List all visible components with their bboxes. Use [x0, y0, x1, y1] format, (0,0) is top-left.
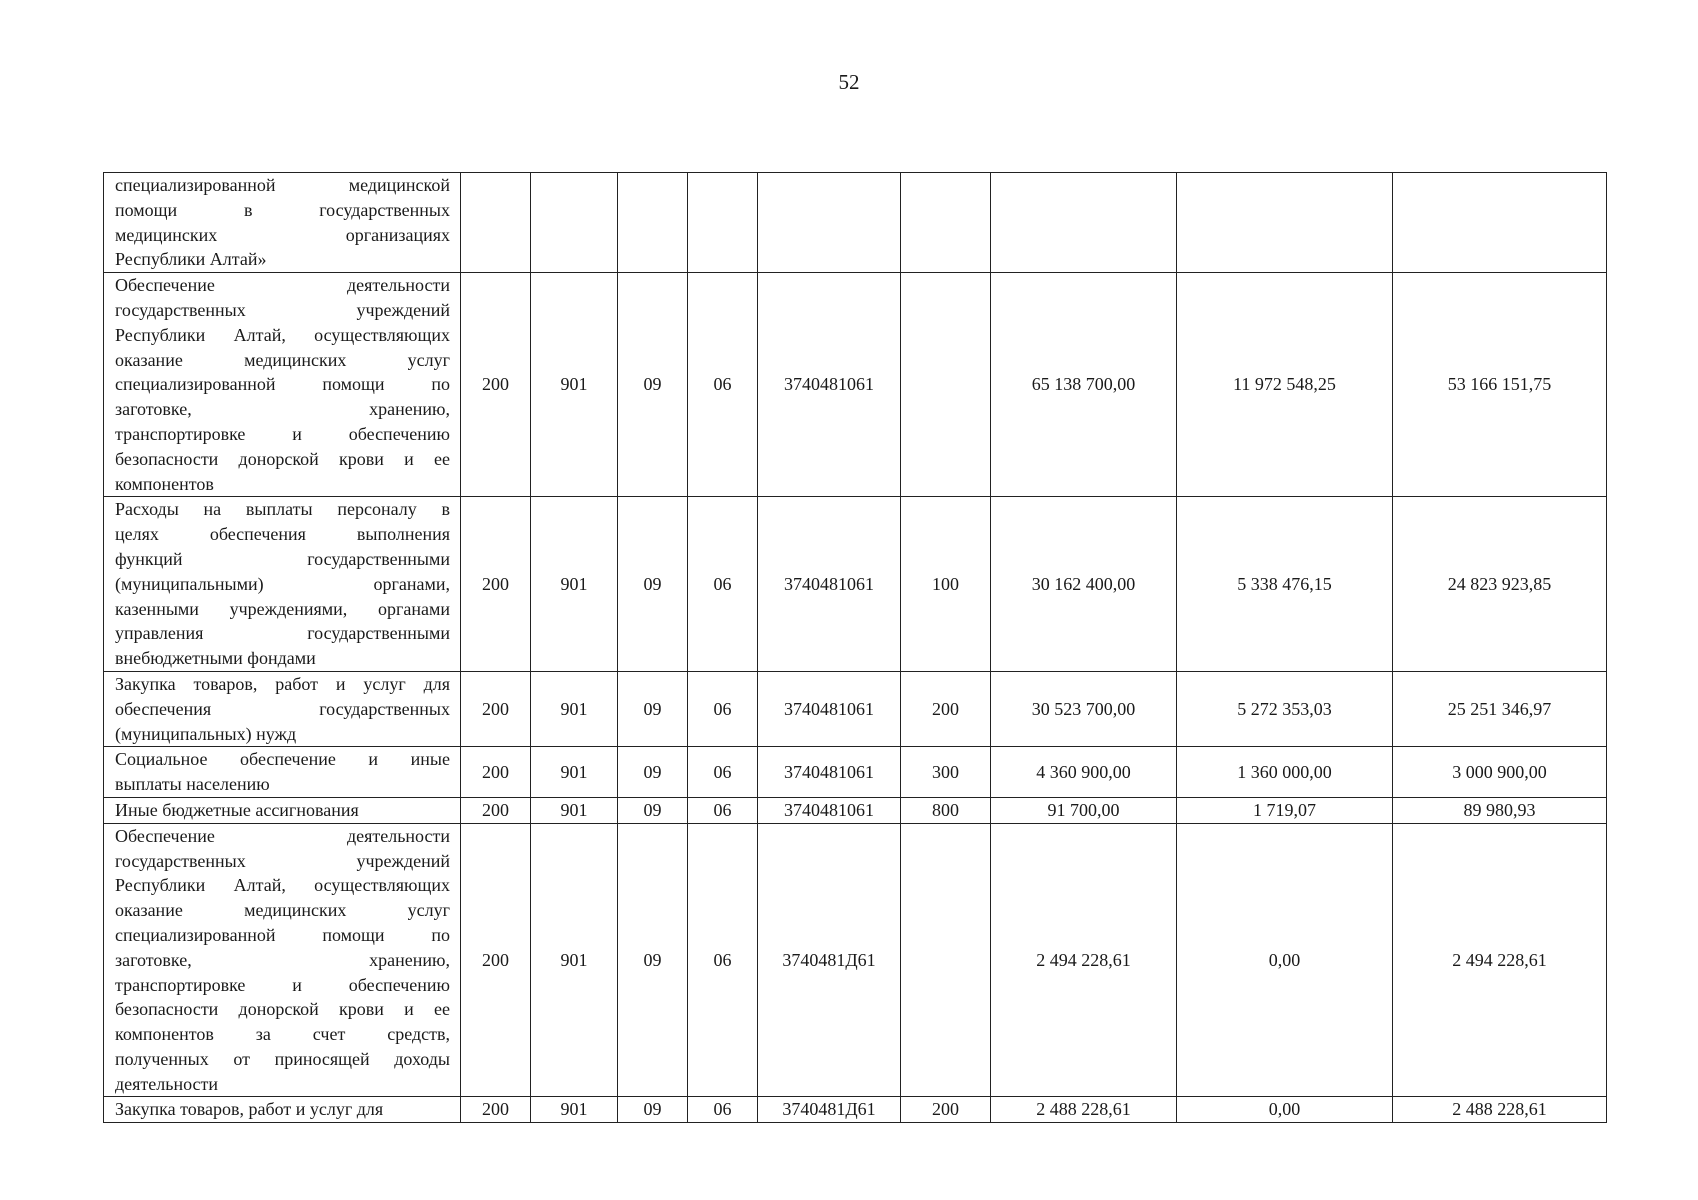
expense-name-line: Республики Алтай»	[115, 249, 267, 270]
executed-amount-cell: 0,00	[1177, 1097, 1393, 1123]
expense-name-line: Закупка товаров, работ и услуг для	[115, 1099, 384, 1120]
subsection-cell: 06	[688, 497, 758, 672]
planned-amount-cell: 2 488 228,61	[991, 1097, 1177, 1123]
expense-name-line: помощи в государственных	[115, 199, 450, 220]
expense-name-line: заготовке, хранению,	[115, 949, 450, 970]
expense-name-cell	[104, 273, 461, 497]
expense-name-line: безопасности донорской крови и ее	[115, 448, 450, 469]
section-cell: 09	[618, 671, 688, 746]
expense-name-line: целях обеспечения выполнения	[115, 524, 450, 545]
admin-code-cell	[461, 173, 531, 273]
expense-name-line: полученных от приносящей доходы	[115, 1048, 450, 1069]
expense-type-cell: 200	[901, 671, 991, 746]
admin-code-cell: 200	[461, 1097, 531, 1123]
section-cell: 09	[618, 273, 688, 497]
expense-name-line: медицинских организациях	[115, 224, 450, 245]
remainder-amount-cell: 2 488 228,61	[1393, 1097, 1607, 1123]
remainder-amount-cell	[1393, 173, 1607, 273]
remainder-amount-cell: 3 000 900,00	[1393, 747, 1607, 798]
table-row	[104, 273, 1607, 497]
expense-name-line: Обеспечение деятельности	[115, 275, 450, 296]
table-row	[104, 823, 1607, 1097]
subsection-cell: 06	[688, 747, 758, 798]
expense-name-cell	[104, 173, 461, 273]
remainder-amount-cell: 24 823 923,85	[1393, 497, 1607, 672]
planned-amount-cell	[991, 173, 1177, 273]
expense-name-line: Республики Алтай, осуществляющих	[115, 324, 450, 345]
target-article-cell: 3740481061	[758, 497, 901, 672]
subsection-cell: 06	[688, 273, 758, 497]
expense-name-cell	[104, 497, 461, 672]
expense-type-cell	[901, 273, 991, 497]
expense-name-line: Расходы на выплаты персоналу в	[115, 499, 450, 520]
expense-name-line: специализированной помощи по	[115, 374, 450, 395]
ministry-code-cell: 901	[531, 1097, 618, 1123]
target-article-cell: 3740481Д61	[758, 1097, 901, 1123]
expense-name-cell	[104, 747, 461, 798]
expense-name-line: государственных учреждений	[115, 850, 450, 871]
ministry-code-cell: 901	[531, 671, 618, 746]
expense-name-line: оказание медицинских услуг	[115, 349, 450, 370]
expense-type-cell	[901, 823, 991, 1097]
section-cell: 09	[618, 797, 688, 823]
expense-type-cell: 100	[901, 497, 991, 672]
executed-amount-cell: 5 338 476,15	[1177, 497, 1393, 672]
target-article-cell: 3740481061	[758, 747, 901, 798]
page-number: 52	[838, 70, 860, 94]
table-row	[104, 173, 1607, 273]
expense-name-line: Республики Алтай, осуществляющих	[115, 875, 450, 896]
target-article-cell: 3740481Д61	[758, 823, 901, 1097]
executed-amount-cell: 1 360 000,00	[1177, 747, 1393, 798]
planned-amount-cell: 91 700,00	[991, 797, 1177, 823]
expense-name-line: транспортировке и обеспечению	[115, 974, 450, 995]
remainder-amount-cell: 53 166 151,75	[1393, 273, 1607, 497]
planned-amount-cell: 4 360 900,00	[991, 747, 1177, 798]
admin-code-cell: 200	[461, 273, 531, 497]
target-article-cell: 3740481061	[758, 671, 901, 746]
admin-code-cell: 200	[461, 797, 531, 823]
expense-name-line: функций государственными	[115, 548, 450, 569]
expense-name-line: оказание медицинских услуг	[115, 900, 450, 921]
subsection-cell: 06	[688, 823, 758, 1097]
ministry-code-cell: 901	[531, 797, 618, 823]
table-row	[104, 747, 1607, 798]
planned-amount-cell: 30 162 400,00	[991, 497, 1177, 672]
admin-code-cell: 200	[461, 497, 531, 672]
planned-amount-cell: 65 138 700,00	[991, 273, 1177, 497]
executed-amount-cell: 11 972 548,25	[1177, 273, 1393, 497]
admin-code-cell: 200	[461, 823, 531, 1097]
expense-type-cell: 800	[901, 797, 991, 823]
ministry-code-cell: 901	[531, 823, 618, 1097]
executed-amount-cell: 5 272 353,03	[1177, 671, 1393, 746]
remainder-amount-cell: 89 980,93	[1393, 797, 1607, 823]
subsection-cell: 06	[688, 671, 758, 746]
expense-name-line: Закупка товаров, работ и услуг для	[115, 673, 450, 694]
planned-amount-cell: 30 523 700,00	[991, 671, 1177, 746]
subsection-cell: 06	[688, 797, 758, 823]
expense-name-cell	[104, 797, 461, 823]
target-article-cell	[758, 173, 901, 273]
subsection-cell	[688, 173, 758, 273]
expense-name-line: выплаты населению	[115, 774, 270, 795]
expense-name-line: управления государственными	[115, 623, 450, 644]
executed-amount-cell: 1 719,07	[1177, 797, 1393, 823]
table-row	[104, 671, 1607, 746]
section-cell: 09	[618, 747, 688, 798]
executed-amount-cell	[1177, 173, 1393, 273]
expense-name-line: Обеспечение деятельности	[115, 825, 450, 846]
expense-name-line: Социальное обеспечение и иные	[115, 749, 450, 770]
expense-name-line: (муниципальных) нужд	[115, 723, 297, 744]
expense-type-cell: 300	[901, 747, 991, 798]
table-row	[104, 797, 1607, 823]
ministry-code-cell	[531, 173, 618, 273]
expense-name-cell	[104, 823, 461, 1097]
admin-code-cell: 200	[461, 747, 531, 798]
section-cell: 09	[618, 1097, 688, 1123]
expense-name-cell	[104, 671, 461, 746]
expense-name-line: внебюджетными фондами	[115, 648, 316, 669]
expense-name-cell	[104, 1097, 461, 1123]
subsection-cell: 06	[688, 1097, 758, 1123]
expense-name-line: компонентов за счет средств,	[115, 1024, 450, 1045]
expense-type-cell	[901, 173, 991, 273]
expense-name-line: транспортировке и обеспечению	[115, 423, 450, 444]
section-cell: 09	[618, 497, 688, 672]
expense-name-line: Иные бюджетные ассигнования	[115, 799, 359, 820]
target-article-cell: 3740481061	[758, 273, 901, 497]
table-body	[104, 173, 1607, 1123]
ministry-code-cell: 901	[531, 273, 618, 497]
admin-code-cell: 200	[461, 671, 531, 746]
expense-name-line: казенными учреждениями, органами	[115, 598, 450, 619]
executed-amount-cell: 0,00	[1177, 823, 1393, 1097]
expense-name-line: заготовке, хранению,	[115, 399, 450, 420]
expense-name-line: безопасности донорской крови и ее	[115, 999, 450, 1020]
section-cell: 09	[618, 823, 688, 1097]
remainder-amount-cell: 25 251 346,97	[1393, 671, 1607, 746]
expense-name-line: (муниципальными) органами,	[115, 573, 450, 594]
expense-name-line: специализированной медицинской	[115, 175, 450, 195]
expense-name-line: специализированной помощи по	[115, 924, 450, 945]
ministry-code-cell: 901	[531, 747, 618, 798]
remainder-amount-cell: 2 494 228,61	[1393, 823, 1607, 1097]
expense-name-line: компонентов	[115, 473, 214, 494]
planned-amount-cell: 2 494 228,61	[991, 823, 1177, 1097]
expense-name-line: деятельности	[115, 1073, 219, 1094]
budget-table	[103, 172, 1607, 1123]
expense-name-line: государственных учреждений	[115, 299, 450, 320]
expense-type-cell: 200	[901, 1097, 991, 1123]
target-article-cell: 3740481061	[758, 797, 901, 823]
expense-name-line: обеспечения государственных	[115, 698, 450, 719]
table-row	[104, 1097, 1607, 1123]
section-cell	[618, 173, 688, 273]
table-row	[104, 497, 1607, 672]
ministry-code-cell: 901	[531, 497, 618, 672]
